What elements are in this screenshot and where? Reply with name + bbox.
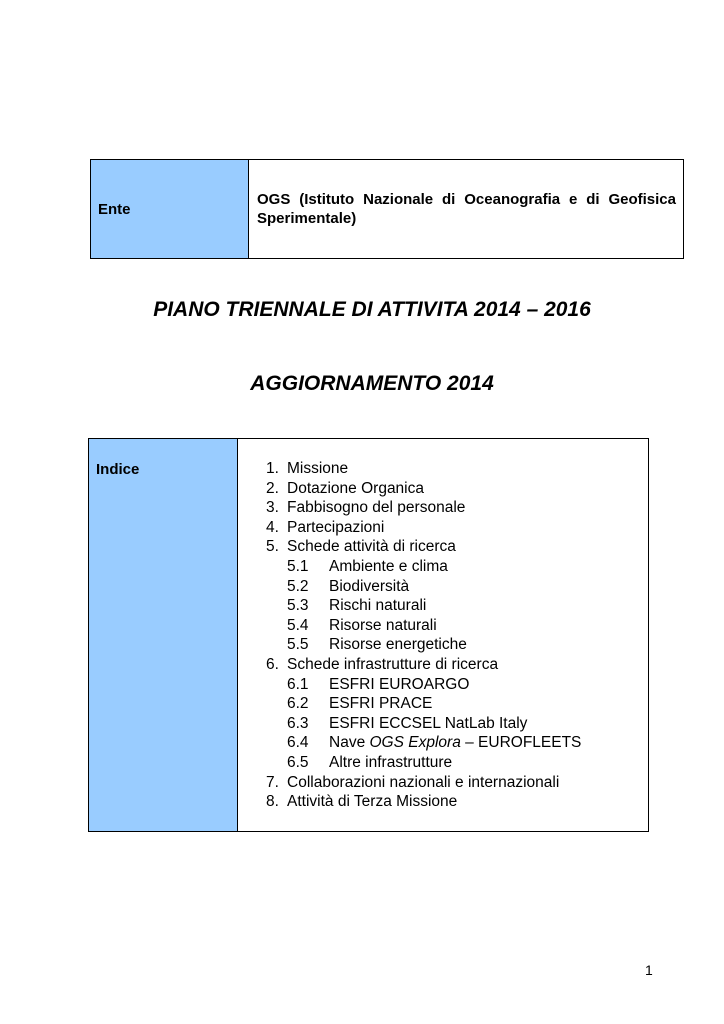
sub-list-item (266, 753, 648, 773)
list-item-text: Altre infrastrutture (329, 753, 453, 771)
sub-list-item (266, 694, 648, 714)
list-item-number: 5.5 (287, 636, 309, 654)
list-item-text: Dotazione Organica (287, 479, 424, 497)
list-item (266, 479, 648, 499)
list-item (266, 792, 648, 812)
sub-list-item (266, 557, 648, 577)
list-item-number: 6.1 (287, 675, 309, 693)
list-item-text: Fabbisogno del personale (287, 499, 466, 517)
indice-label: Indice (89, 439, 238, 831)
list-item (266, 459, 648, 479)
list-item-text-part: – EUROFLEETS (460, 734, 582, 752)
list-item-number: 6.2 (287, 695, 309, 713)
list-item-text: Schede infrastrutture di ricerca (287, 655, 499, 673)
list-item (266, 655, 648, 675)
list-item-number: 6. (266, 655, 279, 673)
list-item-text: Schede attività di ricerca (287, 538, 456, 556)
list-item-text: Collaborazioni nazionali e internazionali (287, 773, 560, 791)
sub-list-item (266, 675, 648, 695)
list-item-text: Attività di Terza Missione (287, 793, 458, 811)
list-item (266, 518, 648, 538)
list-item-number: 1. (266, 460, 279, 477)
ente-label: Ente (91, 160, 249, 258)
list-item-number: 5. (266, 538, 279, 556)
list-item-number: 3. (266, 499, 279, 517)
list-item-number: 5.3 (287, 597, 309, 615)
list-item-number: 6.5 (287, 753, 309, 771)
list-item-text: Partecipazioni (287, 518, 385, 536)
list-item-text: Rischi naturali (329, 597, 427, 615)
list-item-number: 5.2 (287, 577, 309, 595)
sub-list-item (266, 616, 648, 636)
list-item-text (329, 733, 581, 753)
sub-list-item (266, 635, 648, 655)
document-title: PIANO TRIENNALE DI ATTIVITA 2014 – 2016 (153, 298, 591, 321)
list-item-number: 8. (266, 793, 279, 811)
sub-list-item (266, 714, 648, 734)
sub-list-item (266, 733, 648, 753)
list-item (266, 537, 648, 557)
list-item-text: Biodiversità (329, 577, 410, 595)
list-item-text: Ambiente e clima (329, 557, 448, 575)
ente-value: OGS (Istituto Nazionale di Oceanografia e di Geofisica Sperimentale) (257, 191, 676, 227)
list-item-text: ESFRI PRACE (329, 695, 433, 713)
indice-table (88, 438, 649, 832)
list-item (266, 498, 648, 518)
sub-list-item (266, 577, 648, 597)
ente-table (90, 159, 684, 259)
list-item-text: ESFRI ECCSEL NatLab Italy (329, 714, 528, 732)
page-number: 1 (645, 962, 653, 978)
ship-name: OGS Explora (369, 734, 461, 752)
list-item-number: 7. (266, 773, 279, 791)
list-item-text: Missione (287, 460, 349, 477)
document-subtitle: AGGIORNAMENTO 2014 (250, 372, 494, 395)
list-item-text: ESFRI EUROARGO (329, 675, 470, 693)
indice-list (238, 439, 648, 831)
list-item-text: Risorse naturali (329, 616, 437, 634)
list-item-number: 6.3 (287, 714, 309, 732)
list-item-number: 5.1 (287, 557, 309, 575)
sub-list-item (266, 596, 648, 616)
list-item-number: 5.4 (287, 616, 309, 634)
list-item-text: Risorse energetiche (329, 636, 467, 654)
list-item-number: 6.4 (287, 734, 309, 752)
list-item (266, 773, 648, 793)
list-item-text-part: Nave (329, 734, 370, 752)
list-item-number: 2. (266, 479, 279, 497)
list-item-number: 4. (266, 518, 279, 536)
